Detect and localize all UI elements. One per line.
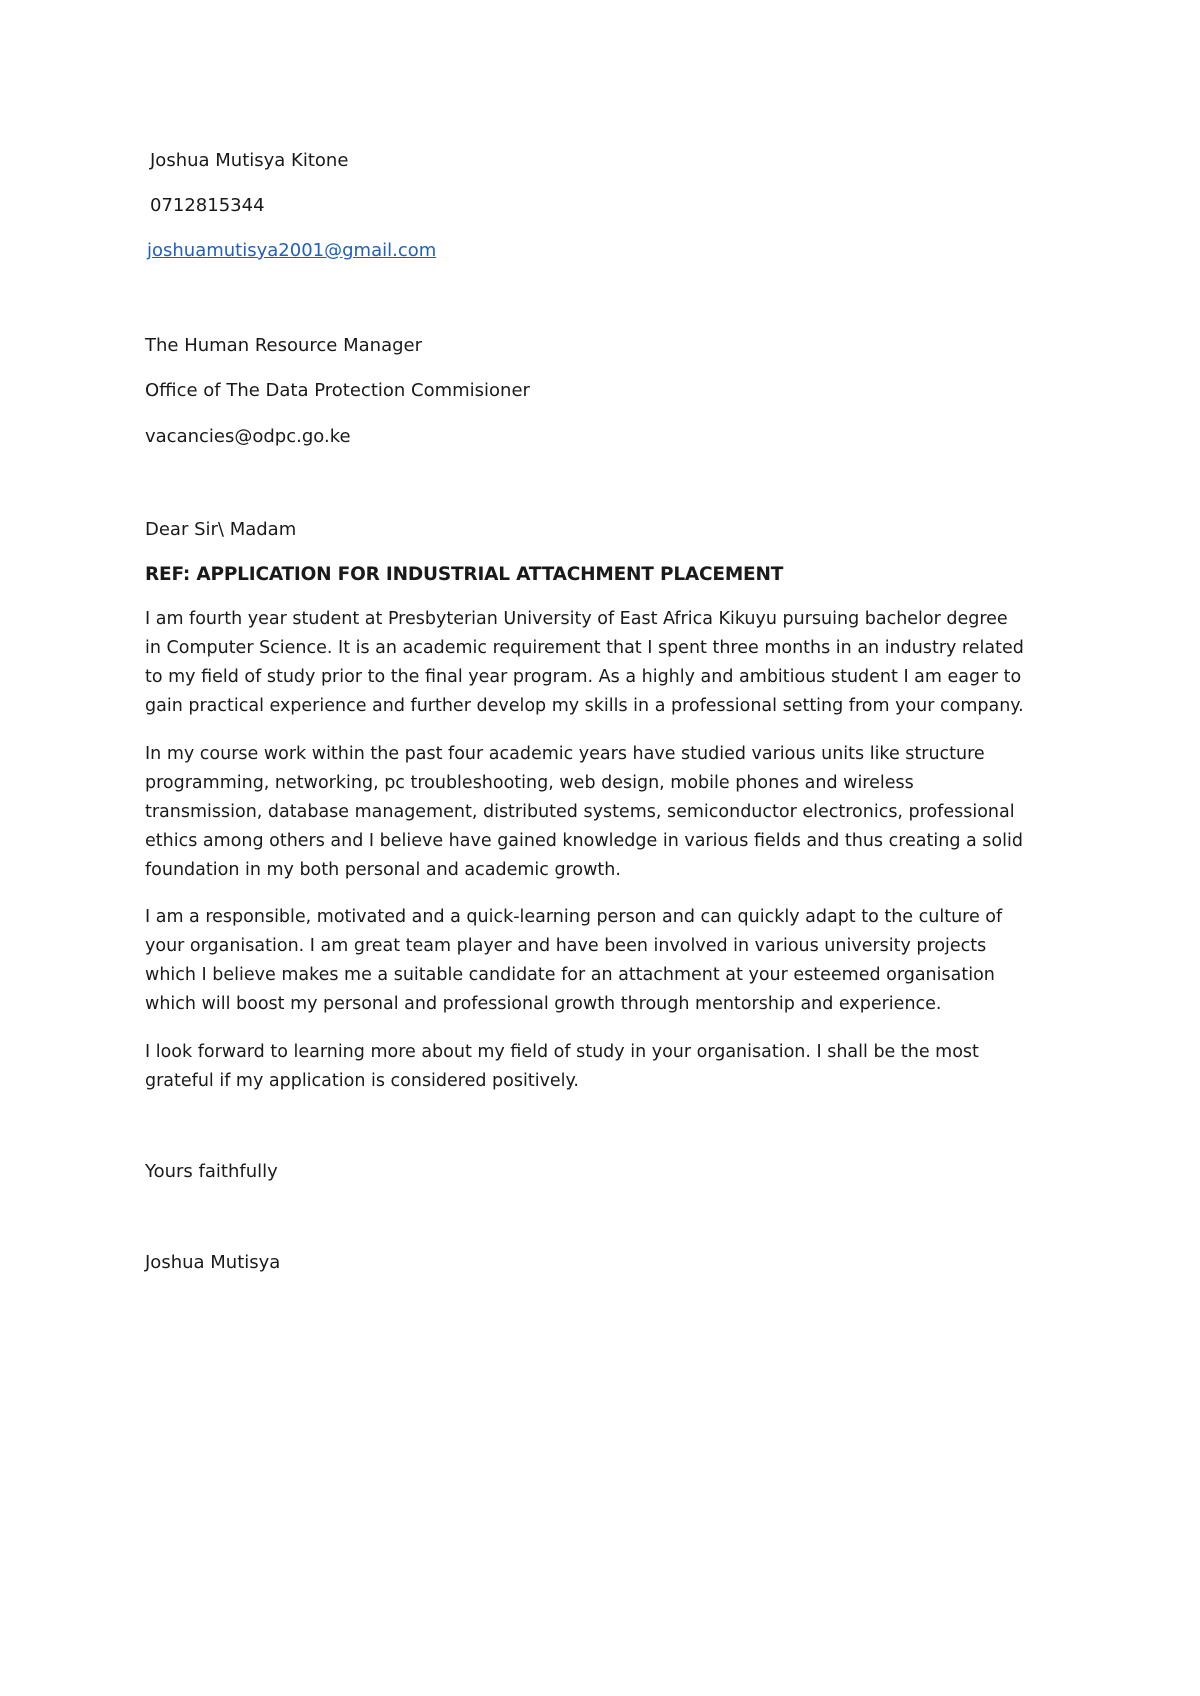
paragraph-line: In my course work within the past four academic years have studied various units like structure bbox=[145, 744, 985, 764]
paragraph-line: grateful if my application is considered positively. bbox=[145, 1071, 579, 1091]
paragraph-line: foundation in my both personal and academic growth. bbox=[145, 860, 621, 880]
paragraph-line: I look forward to learning more about my field of study in your organisation. I shall be the most bbox=[145, 1042, 979, 1062]
body-paragraph-2 bbox=[145, 740, 1065, 885]
recipient-email: vacancies@odpc.go.ke bbox=[145, 426, 351, 447]
paragraph-line: which will boost my personal and professional growth through mentorship and experience. bbox=[145, 994, 942, 1014]
paragraph-line: ethics among others and I believe have gained knowledge in various fields and thus creating a solid bbox=[145, 831, 1023, 851]
paragraph-line: I am a responsible, motivated and a quick-learning person and can quickly adapt to the culture of bbox=[145, 907, 1003, 927]
sender-phone: 0712815344 bbox=[150, 195, 265, 216]
body-paragraph-1 bbox=[145, 605, 1065, 721]
salutation: Dear Sir\ Madam bbox=[145, 519, 297, 540]
reference-heading: REF: APPLICATION FOR INDUSTRIAL ATTACHMENT PLACEMENT bbox=[145, 564, 784, 585]
sender-name: Joshua Mutisya Kitone bbox=[150, 150, 349, 171]
closing: Yours faithfully bbox=[145, 1161, 278, 1182]
recipient-title: The Human Resource Manager bbox=[145, 335, 423, 356]
sender-email-link[interactable]: joshuamutisya2001@gmail.com bbox=[147, 240, 437, 261]
paragraph-line: I am fourth year student at Presbyterian University of East Africa Kikuyu pursuing bachelor degree bbox=[145, 609, 1008, 629]
signature-name: Joshua Mutisya bbox=[145, 1252, 281, 1273]
paragraph-line: in Computer Science. It is an academic requirement that I spent three months in an industry related bbox=[145, 638, 1024, 658]
recipient-office: Office of The Data Protection Commisioner bbox=[145, 380, 530, 401]
paragraph-line: your organisation. I am great team player and have been involved in various university projects bbox=[145, 936, 987, 956]
paragraph-line: which I believe makes me a suitable candidate for an attachment at your esteemed organisation bbox=[145, 965, 995, 985]
paragraph-line: programming, networking, pc troubleshooting, web design, mobile phones and wireless bbox=[145, 773, 914, 793]
body-paragraph-4 bbox=[145, 1038, 1065, 1096]
paragraph-line: to my field of study prior to the final year program. As a highly and ambitious student I am eager to bbox=[145, 667, 1022, 687]
paragraph-line: gain practical experience and further develop my skills in a professional setting from your company. bbox=[145, 696, 1024, 716]
paragraph-line: transmission, database management, distributed systems, semiconductor electronics, professional bbox=[145, 802, 1015, 822]
body-paragraph-3 bbox=[145, 903, 1065, 1019]
